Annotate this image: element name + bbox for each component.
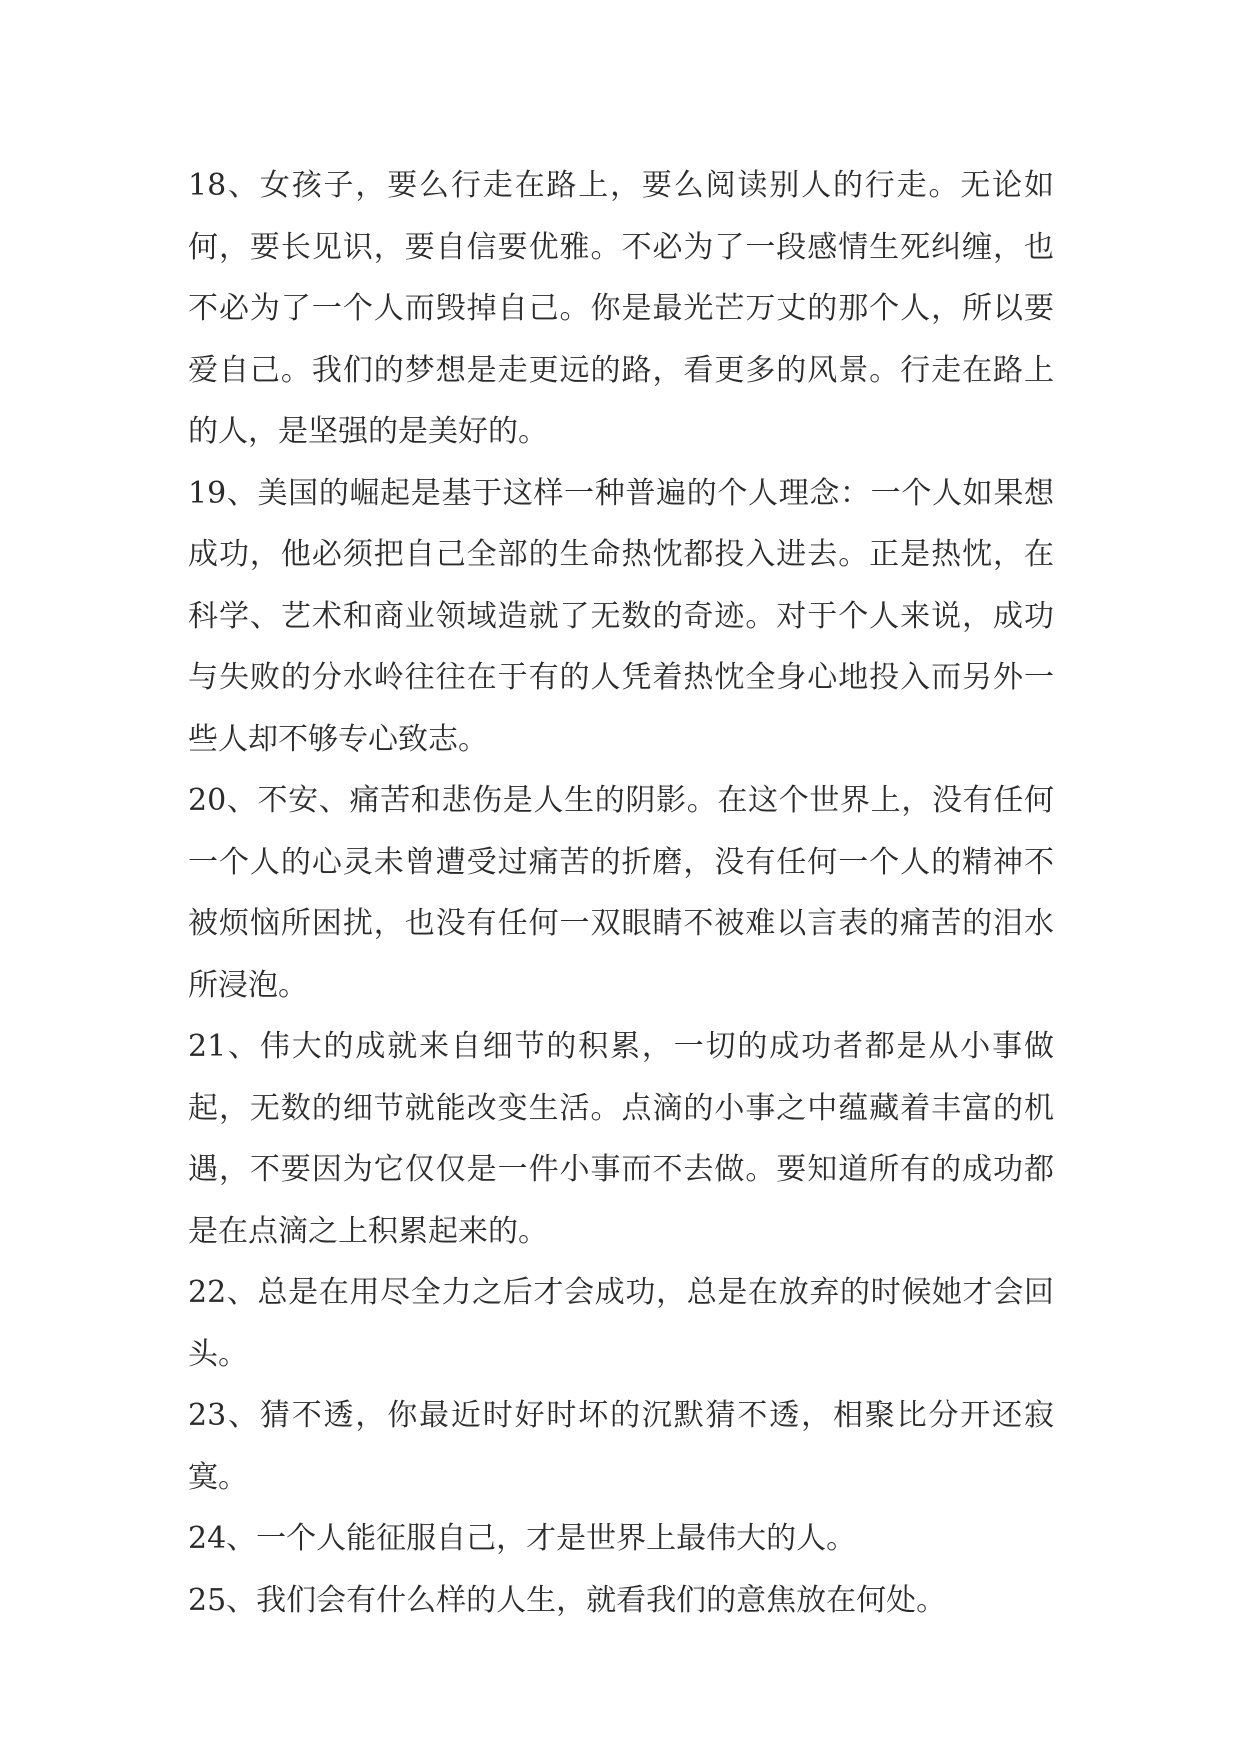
document-body bbox=[188, 155, 1054, 1631]
paragraph-19: 19、美国的崛起是基于这样一种普遍的个人理念：一个人如果想成功，他必须把自己全部的生命热忱都投入进去。正是热忱，在科学、艺术和商业领域造就了无数的奇迹。对于个人来说，成功与失败的分水岭往往在于有的人凭着热忱全身心地投入而另外一些人却不够专心致志。 bbox=[188, 475, 1054, 757]
paragraph-22: 22、总是在用尽全力之后才会成功，总是在放弃的时候她才会回头。 bbox=[188, 1275, 1054, 1372]
paragraph-23: 23、猜不透，你最近时好时坏的沉默猜不透，相聚比分开还寂寞。 bbox=[188, 1398, 1054, 1495]
paragraph-21: 21、伟大的成就来自细节的积累，一切的成功者都是从小事做起，无数的细节就能改变生活。点滴的小事之中蕴藏着丰富的机遇，不要因为它仅仅是一件小事而不去做。要知道所有的成功都是在点滴之上积累起来的。 bbox=[188, 1029, 1054, 1249]
paragraph-24: 24、一个人能征服自己，才是世界上最伟大的人。 bbox=[188, 1521, 857, 1556]
paragraph-25: 25、我们会有什么样的人生，就看我们的意焦放在何处。 bbox=[188, 1582, 947, 1618]
paragraph-20: 20、不安、痛苦和悲伤是人生的阴影。在这个世界上，没有任何一个人的心灵未曾遭受过痛苦的折磨，没有任何一个人的精神不被烦恼所困扰，也没有任何一双眼睛不被难以言表的痛苦的泪水所浸泡。 bbox=[188, 783, 1054, 1003]
paragraph-18: 18、女孩子，要么行走在路上，要么阅读别人的行走。无论如何，要长见识，要自信要优雅。不必为了一段感情生死纠缠，也不必为了一个人而毁掉自己。你是最光芒万丈的那个人，所以要爱自己。我们的梦想是走更远的路，看更多的风景。行走在路上的人，是坚强的是美好的。 bbox=[188, 168, 1054, 449]
